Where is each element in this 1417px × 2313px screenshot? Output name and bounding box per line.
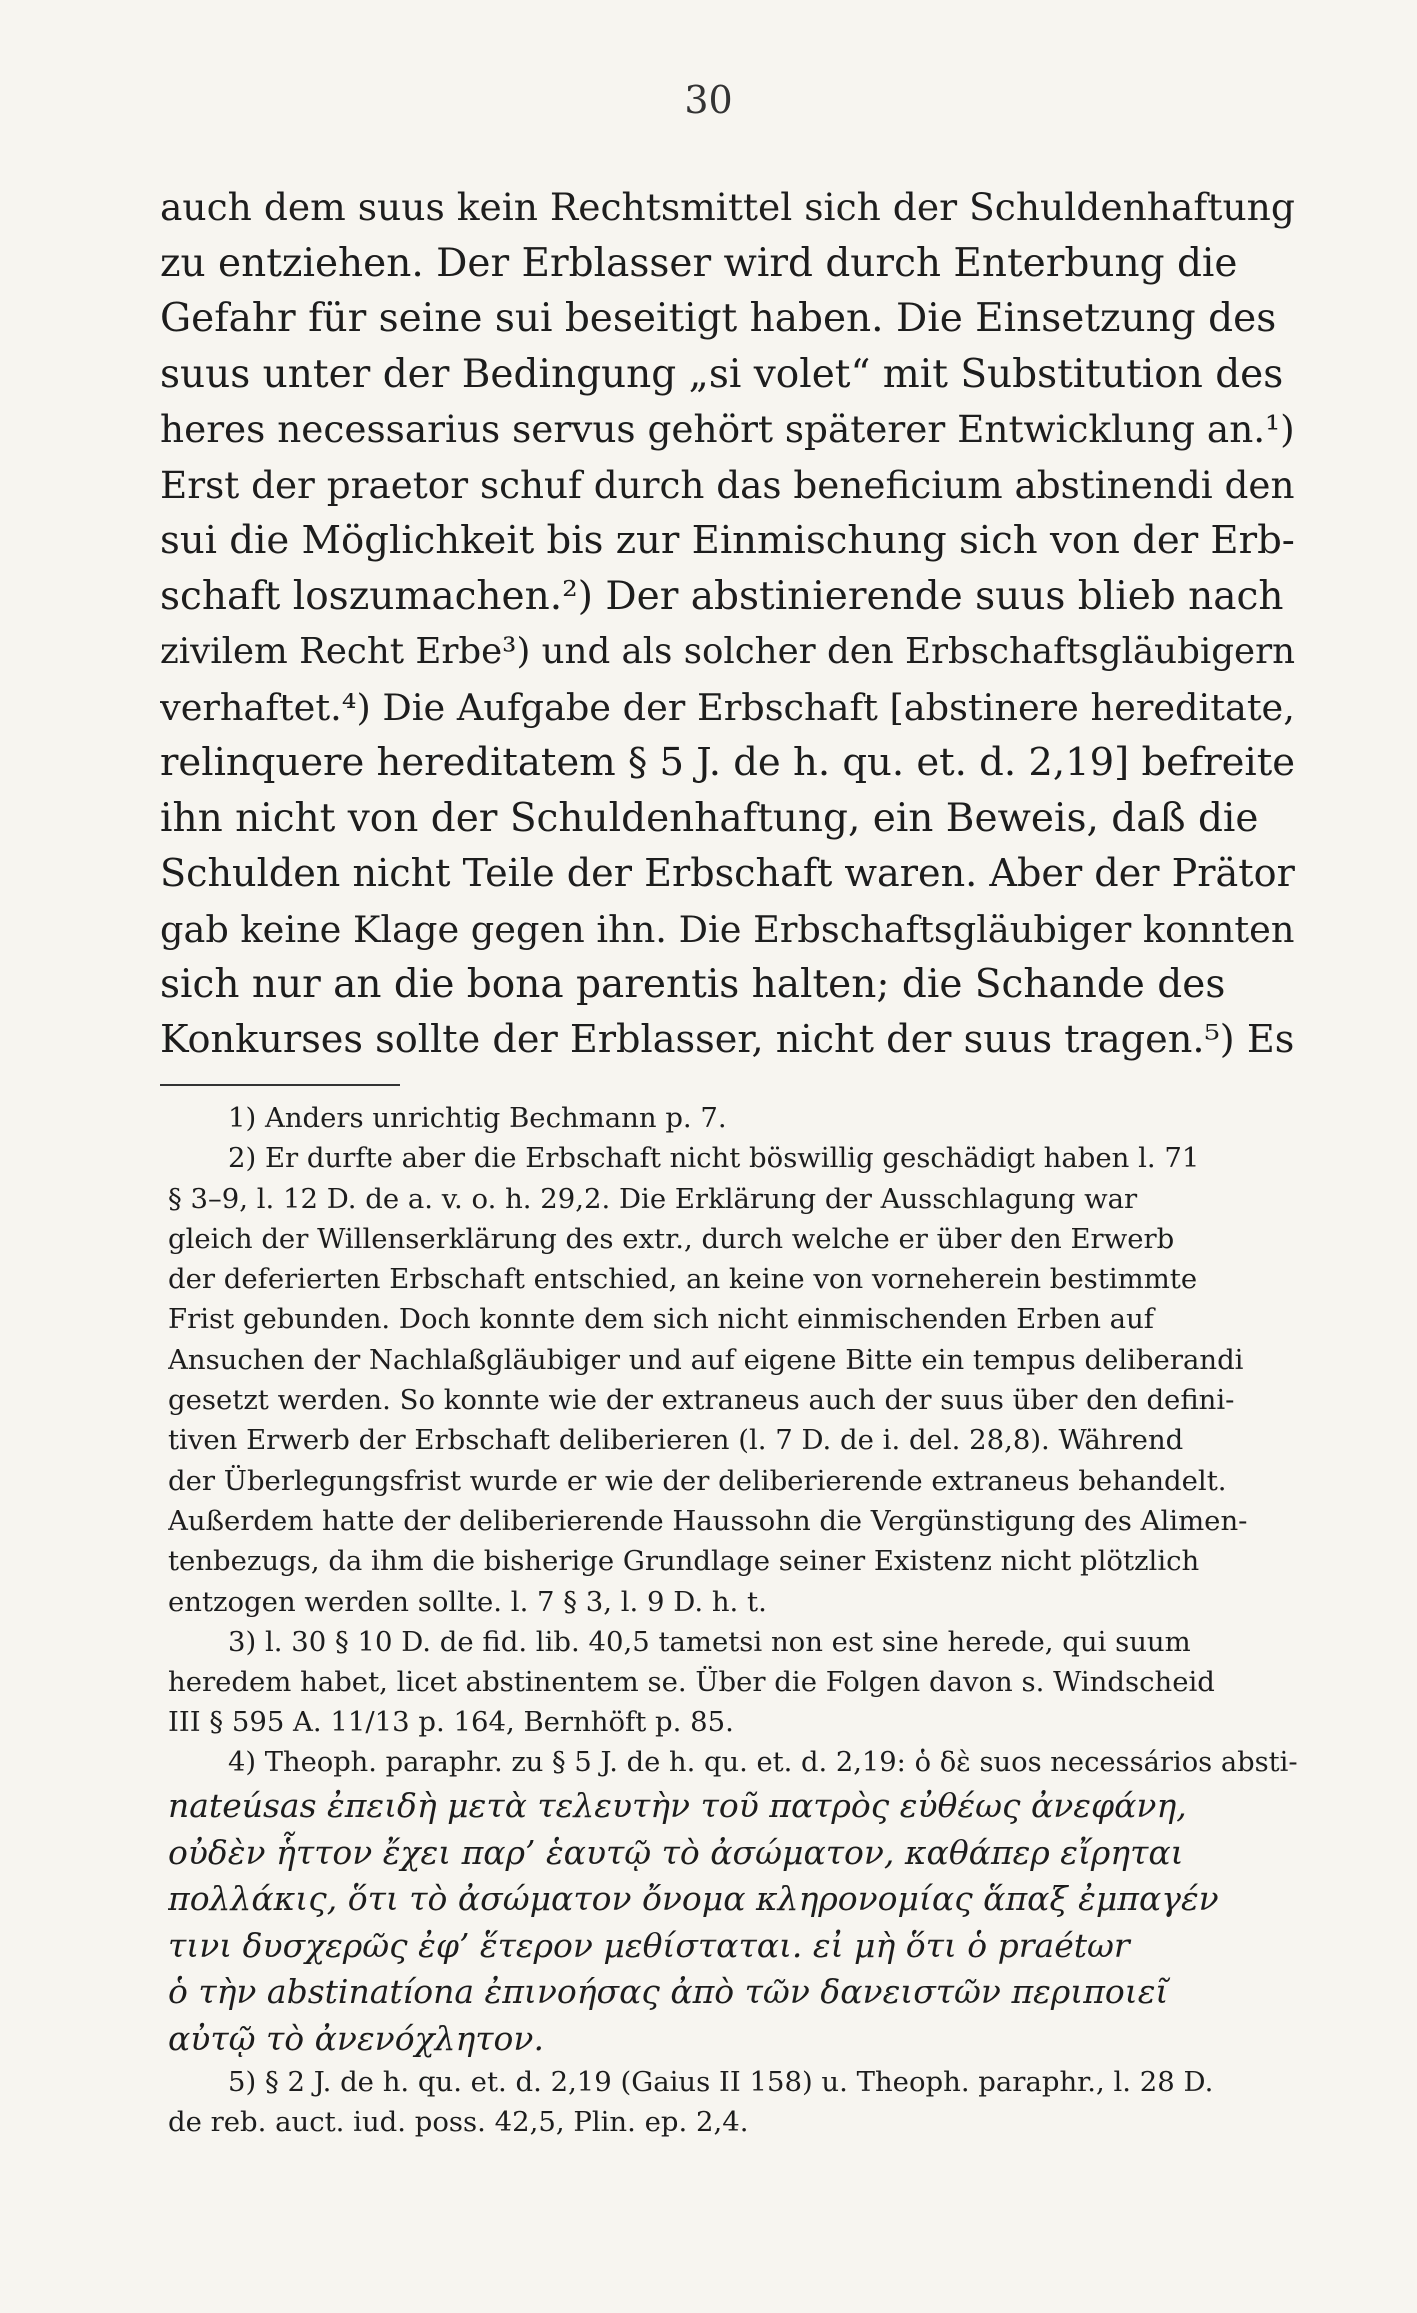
page-number: 30 (684, 78, 733, 122)
footnote-greek-line: οὐδὲν ἧττον ἔχει παρ’ ἑαυτῷ τὸ ἀσώματον, καθάπερ εἴρηται (168, 1832, 1184, 1872)
footnote-greek-line: nateúsas ἐπειδὴ μετὰ τελευτὴν τοῦ πατρὸς εὐθέως ἀνεφάνη, (168, 1786, 1187, 1826)
footnote-line: § 3–9, l. 12 D. de a. v. o. h. 29,2. Die Erklärung der Ausschlagung war (168, 1182, 1138, 1215)
body-line: schaft loszumachen.²) Der abstinierende suus blieb nach (160, 573, 1284, 619)
body-line: zivilem Recht Erbe³) und als solcher den Erbschaftsgläubigern (160, 631, 1295, 672)
footnote-greek-line: αὐτῷ τὸ ἀνενόχλητον. (168, 2018, 544, 2058)
body-line: Erst der praetor schuf durch das beneficium abstinendi den (160, 462, 1295, 507)
footnote-3: 3) l. 30 § 10 D. de fid. lib. 40,5 tametsi non est sine herede, qui suum (228, 1625, 1191, 1658)
footnote-line: III § 595 A. 11/13 p. 164, Bernhöft p. 85. (168, 1706, 734, 1739)
body-line: heres necessarius servus gehört späterer Entwicklung an.¹) (160, 407, 1295, 451)
footnote-2: 2) Er durfte aber die Erbschaft nicht böswillig geschädigt haben l. 71 (228, 1142, 1200, 1175)
footnote-line: Ansuchen der Nachlaßgläubiger und auf eigene Bitte ein tempus deliberandi (168, 1343, 1244, 1376)
footnote-line: heredem habet, licet abstinentem se. Über die Folgen davon s. Windscheid (168, 1666, 1215, 1699)
footnote-line: der deferierten Erbschaft entschied, an keine von vorneherein bestimmte (168, 1263, 1198, 1296)
footnote-line: Frist gebunden. Doch konnte dem sich nicht einmischenden Erben auf (168, 1303, 1154, 1336)
body-line: gab keine Klage gegen ihn. Die Erbschaftsgläubiger konnten (160, 907, 1295, 951)
body-line: sich nur an die bona parentis halten; die Schande des (160, 962, 1226, 1007)
body-line: zu entziehen. Der Erblasser wird durch Enterbung die (160, 240, 1238, 286)
body-line: Schulden nicht Teile der Erbschaft waren. Aber der Prätor (160, 851, 1295, 895)
body-line: verhaftet.⁴) Die Aufgabe der Erbschaft [abstinere hereditate, (160, 685, 1295, 729)
main-text (160, 180, 1295, 1068)
body-line: Konkurses sollte der Erblasser, nicht der suus tragen.⁵) Es (160, 1017, 1295, 1062)
footnote-line: tenbezugs, da ihm die bisherige Grundlage seiner Existenz nicht plötzlich (168, 1545, 1200, 1578)
footnote-line: der Überlegungsfrist wurde er wie der deliberierende extraneus behandelt. (168, 1464, 1227, 1497)
footnote-1: 1) Anders unrichtig Bechmann p. 7. (228, 1102, 727, 1134)
footnote-line: gleich der Willenserklärung des extr., durch welche er über den Erwerb (168, 1222, 1175, 1255)
body-line: Gefahr für seine sui beseitigt haben. Die Einsetzung des (160, 296, 1277, 341)
footnote-line: gesetzt werden. So konnte wie der extraneus auch der suus über den defini- (168, 1384, 1235, 1417)
footnote-line: de reb. auct. iud. poss. 42,5, Plin. ep. 2,4. (168, 2106, 749, 2139)
footnote-divider (160, 1084, 400, 1086)
footnote-line: Außerdem hatte der deliberierende Haussohn die Vergünstigung des Alimen- (168, 1504, 1248, 1537)
body-line: sui die Möglichkeit bis zur Einmischung sich von der Erb- (160, 518, 1295, 563)
body-line: relinquere hereditatem § 5 J. de h. qu. et. d. 2,19] befreite (160, 740, 1295, 785)
footnote-4: 4) Theoph. paraphr. zu § 5 J. de h. qu. et. d. 2,19: ὁ δὲ suos necessários absti- (228, 1746, 1298, 1778)
footnote-line: tiven Erwerb der Erbschaft deliberieren (l. 7 D. de i. del. 28,8). Während (168, 1424, 1184, 1457)
footnote-greek-line: πολλάκις, ὅτι τὸ ἀσώματον ὄνομα κληρονομίας ἅπαξ ἐμπαγέν (168, 1879, 1219, 1919)
body-line: ihn nicht von der Schuldenhaftung, ein Beweis, daß die (160, 795, 1259, 841)
footnote-greek-line: τινι δυσχερῶς ἐφ’ ἕτερον μεθίσταται. εἰ μὴ ὅτι ὁ praétωr (168, 1925, 1130, 1965)
body-line: suus unter der Bedingung „si volet“ mit Substitution des (160, 351, 1284, 397)
footnote-5: 5) § 2 J. de h. qu. et. d. 2,19 (Gaius II 158) u. Theoph. paraphr., l. 28 D. (228, 2066, 1214, 2099)
footnote-greek-line: ὁ τὴν abstinatíona ἐπινοήσας ἀπὸ τῶν δανειστῶν περιποιεῖ (168, 1972, 1169, 2012)
body-line: auch dem suus kein Rechtsmittel sich der Schuldenhaftung (160, 185, 1295, 229)
footnotes (168, 1098, 1298, 2143)
footnote-line: entzogen werden sollte. l. 7 § 3, l. 9 D. h. t. (168, 1585, 767, 1618)
